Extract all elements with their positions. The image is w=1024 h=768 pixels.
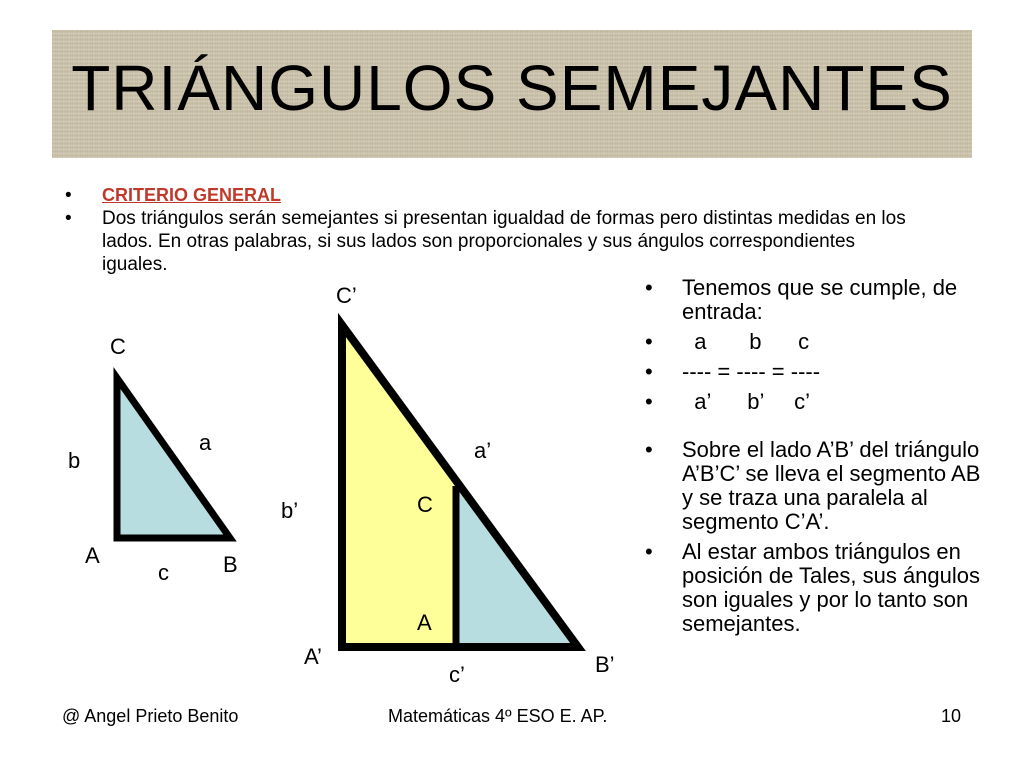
list-item bbox=[645, 389, 982, 414]
label-vertex-b: B bbox=[223, 552, 238, 577]
explanation-list bbox=[645, 275, 982, 642]
criterio-heading: CRITERIO GENERAL bbox=[102, 185, 282, 205]
bullet-icon: • bbox=[645, 539, 653, 564]
bullet-icon: • bbox=[645, 275, 653, 300]
page-title: TRIÁNGULOS SEMEJANTES bbox=[71, 52, 953, 124]
footer-author: @ Angel Prieto Benito bbox=[62, 706, 239, 726]
list-item bbox=[645, 359, 982, 384]
definition-text: Dos triángulos serán semejantes si presentan igualdad de formas pero distintas medidas en los lados. En otras palabras, si sus lados son proporcionales y sus ángulos correspondientes iguales. bbox=[102, 208, 906, 275]
explanation-text: Tenemos que se cumple, de entrada: bbox=[682, 275, 958, 324]
ratio-bars: ---- = ---- = ---- bbox=[682, 359, 821, 384]
label-vertex-a-prime: A’ bbox=[304, 644, 322, 669]
bullet-icon: • bbox=[645, 437, 653, 462]
label-side-c-prime: c’ bbox=[449, 662, 465, 687]
bullet-icon: • bbox=[65, 185, 72, 206]
label-inner-vertex-c: C bbox=[417, 492, 433, 517]
small-triangle bbox=[117, 378, 230, 538]
bullet-icon: • bbox=[65, 208, 72, 229]
list-item bbox=[645, 437, 982, 534]
label-side-c: c bbox=[158, 560, 169, 585]
bullet-icon: • bbox=[645, 389, 653, 414]
label-vertex-c: C bbox=[110, 334, 126, 359]
label-side-a: a bbox=[199, 430, 212, 455]
bullet-icon: • bbox=[645, 359, 653, 384]
label-inner-vertex-a: A bbox=[417, 610, 432, 635]
label-side-b-prime: b’ bbox=[281, 498, 299, 523]
construction-text: Sobre el lado A’B’ del triángulo A’B’C’ se lleva el segmento AB y se traza una paralela al segmento C’A’. bbox=[682, 437, 981, 534]
ratio-denominators: a’ b’ c’ bbox=[682, 389, 810, 414]
page-number: 10 bbox=[941, 706, 962, 726]
label-side-a-prime: a’ bbox=[474, 438, 492, 463]
ratio-numerators: a b c bbox=[682, 329, 810, 354]
label-side-b: b bbox=[68, 448, 81, 473]
label-vertex-c-prime: C’ bbox=[336, 283, 357, 308]
list-item bbox=[645, 275, 982, 324]
footer-course: Matemáticas 4º ESO E. AP. bbox=[388, 706, 608, 726]
label-vertex-a: A bbox=[85, 543, 100, 568]
conclusion-text: Al estar ambos triángulos en posición de Tales, sus ángulos son iguales y por lo tanto son semejantes. bbox=[682, 539, 981, 636]
list-item bbox=[645, 329, 982, 354]
label-vertex-b-prime: B’ bbox=[595, 652, 615, 677]
list-item bbox=[645, 539, 982, 636]
bullet-icon: • bbox=[645, 329, 653, 354]
